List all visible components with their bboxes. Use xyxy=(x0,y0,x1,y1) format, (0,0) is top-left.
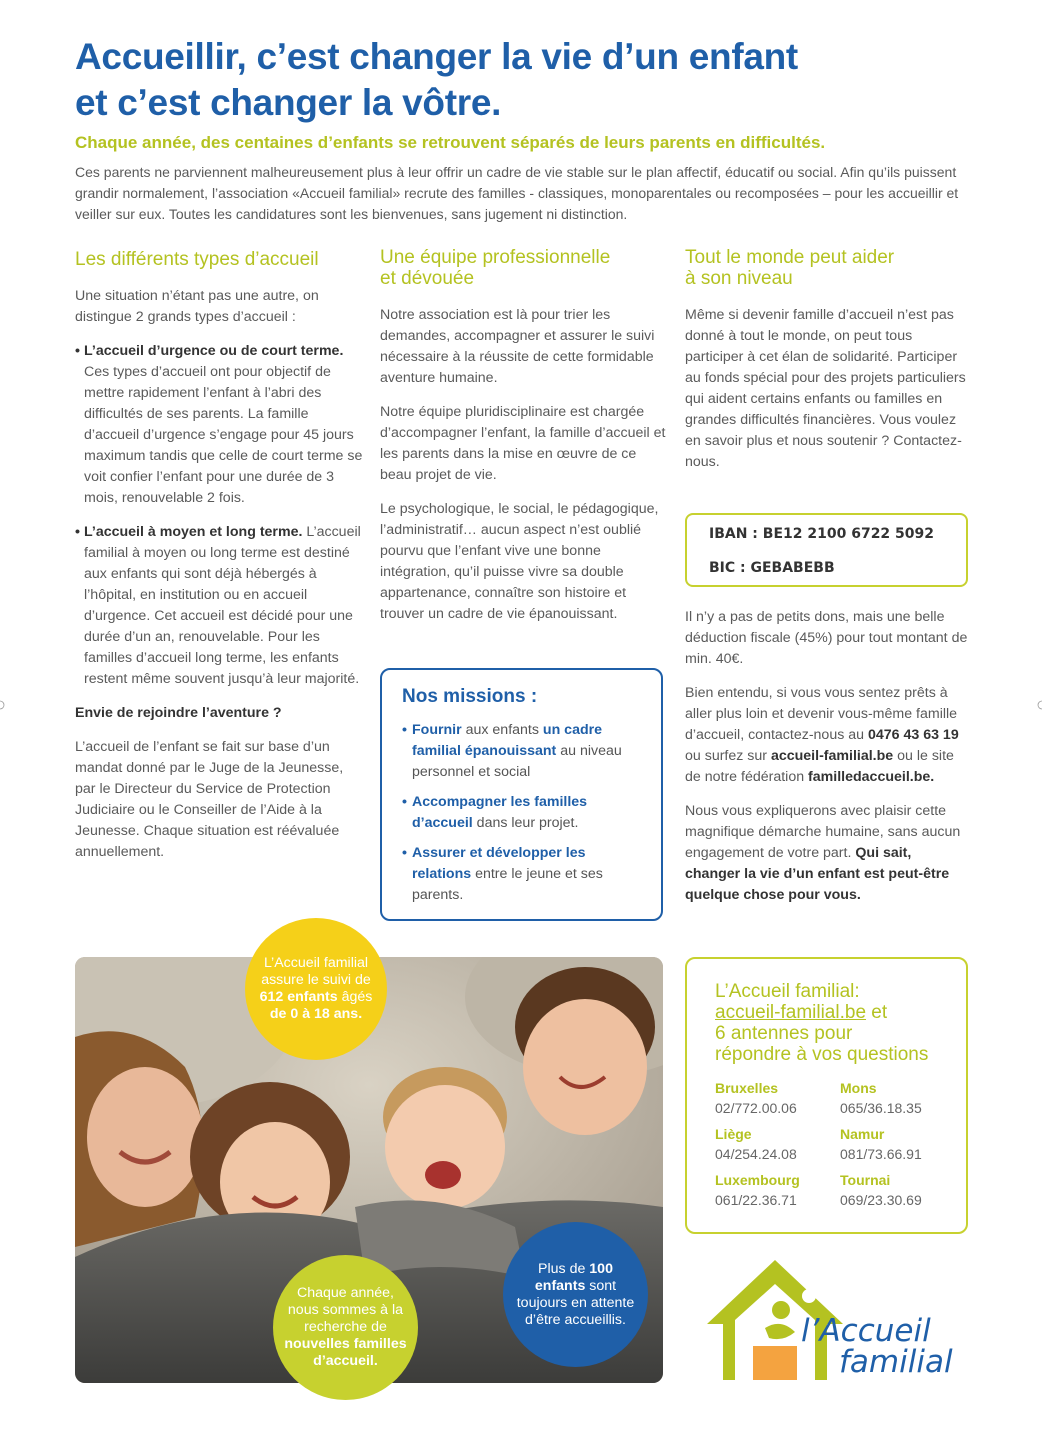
col3-p3-a: Bien entendu, si vous vous sentez prêts à aller plus loin et devenir vous-même famille d’accueil, contactez-nous au xyxy=(685,685,958,743)
logo-wordmark xyxy=(801,1313,953,1380)
accueil-familial-logo xyxy=(705,1258,965,1388)
federation-link[interactable]: familledaccueil.be. xyxy=(808,769,935,785)
col3-heading-line-1: Tout le monde peut aider xyxy=(685,247,895,268)
bubble-blue-c: sont toujours en attente d’être accueillis. xyxy=(516,1277,635,1328)
missions-box xyxy=(380,668,663,921)
col3-p1: Même si devenir famille d’accueil n’est pas donné à tout le monde, on peut tous participer à cet élan de solidarité. Participer au fonds spécial pour des projets particuliers qui aident certains enfants ou familles en grandes difficultés financières. Vous voulez en savoir plus et nous soutenir ? Contactez-nous. xyxy=(685,307,966,470)
antenne-tournai xyxy=(840,1171,950,1211)
antenne-mons xyxy=(840,1079,950,1119)
contact-heading-1: L’Accueil familial: xyxy=(715,981,860,1002)
column-equipe xyxy=(380,247,670,638)
contact-heading-2: et xyxy=(866,1002,888,1023)
col3-heading xyxy=(685,247,970,289)
col3-p4 xyxy=(685,801,970,906)
col2-p1: Notre association est là pour trier les demandes, accompagner et assurer le suivi nécessaire à la réussite de cette formidable aventure humaine. xyxy=(380,307,655,386)
col3-p4-bold: Qui sait, changer la vie d’un enfant est peut-être quelque chose pour vous. xyxy=(685,845,950,903)
bullet-long-terme-text: L’accueil familial à moyen ou long terme est destiné aux enfants qui sont déjà hébergés à l’hôpital, en institution ou en accueil d’urgence. Cet accueil est décidé pour une durée d’un an, renouvelable. Pour les familles d’accueil long terme, les enfants restent même souvent jusqu’à leur majorité. xyxy=(84,524,361,687)
column-aider-bottom xyxy=(685,607,970,919)
bubble-yellow-c: âgés xyxy=(337,989,373,1005)
antenne-city: Liège xyxy=(715,1126,752,1142)
missions-title: Nos missions : xyxy=(402,686,538,707)
bullet-urgence-title: L’accueil d’urgence ou de court terme. xyxy=(84,343,344,359)
bullet-urgence-text: Ces types d’accueil ont pour objectif de mettre rapidement l’enfant à l’abri des difficultés de ses parents. La famille d’accueil d’urgence s’engage pour 45 jours maximum tandis que celle de court terme se voit confier l’enfant pour une durée de 3 mois, renouvelable 2 fois. xyxy=(84,364,363,506)
column-aider xyxy=(685,247,970,486)
mission-fournir-a: Fournir xyxy=(412,722,462,738)
crop-mark-left xyxy=(0,700,10,710)
subtitle: Chaque année, des centaines d’enfants se retrouvent séparés de leurs parents en difficultés. xyxy=(75,133,826,152)
antenne-luxembourg xyxy=(715,1171,840,1211)
contact-heading xyxy=(715,981,938,1065)
antenne-liege xyxy=(715,1125,840,1165)
contact-phone[interactable]: 0476 43 63 19 xyxy=(867,727,959,743)
bubble-blue-a: Plus de xyxy=(538,1260,590,1277)
antenne-phone[interactable]: 02/772.00.06 xyxy=(715,1100,797,1116)
bank-details-box xyxy=(685,513,968,587)
antenne-city: Bruxelles xyxy=(715,1080,779,1096)
title-line-2: et c’est changer la vôtre. xyxy=(75,82,502,123)
title-line-1: Accueillir, c’est changer la vie d’un enfant xyxy=(75,36,798,77)
contact-website-link[interactable]: accueil-familial.be xyxy=(715,1002,867,1023)
contact-heading-4: répondre à vos questions xyxy=(715,1044,929,1065)
col2-heading xyxy=(380,247,670,289)
mission-fournir-c: un cadre familial épanouissant xyxy=(412,722,603,759)
crop-mark-right xyxy=(1032,700,1042,710)
antenne-phone[interactable]: 04/254.24.08 xyxy=(715,1146,797,1162)
col2-heading-line-2: et dévouée xyxy=(380,268,475,289)
intro-paragraph: Ces parents ne parviennent malheureusement plus à leur offrir un cadre de vie stable sur le plan affectif, éducatif ou social. Afin qu’ils puissent grandir normalement, l’association «Accueil familial» recrute des familles - classiques, monoparentales ou recomposées – pour les accueillir et veiller sur eux. Toutes les candidatures sont les bienvenues, sans jugement ni distinction. xyxy=(75,164,959,222)
bubble-green-a: Chaque année, nous sommes à la recherche de xyxy=(287,1285,404,1335)
bubble-nouvelles-familles xyxy=(273,1255,418,1400)
antenne-phone[interactable]: 069/23.30.69 xyxy=(840,1192,922,1208)
antenne-phone[interactable]: 065/36.18.35 xyxy=(840,1100,922,1116)
col2-p3: Le psychologique, le social, le pédagogique, l’administratif… aucun aspect n’est oublié pourvu que l’enfant vive une bonne intégration, qu’il puisse vivre sa double appartenance, connaître son histoire et trouver un cadre de vie épanouissant. xyxy=(380,501,659,622)
bubble-blue-b: 100 enfants xyxy=(534,1260,613,1294)
antenne-city: Namur xyxy=(840,1126,885,1142)
contact-heading-3: 6 antennes pour xyxy=(715,1023,853,1044)
mission-fournir xyxy=(402,720,641,783)
col3-heading-line-2: à son niveau xyxy=(685,268,793,289)
col2-p2: Notre équipe pluridisciplinaire est chargée d’accompagner l’enfant, la famille d’accueil et les parents dans la mise en œuvre de ce beau projet de vie. xyxy=(380,404,666,483)
logo-line-1: l’Accueil xyxy=(801,1313,931,1349)
contact-box xyxy=(685,957,968,1234)
bubble-612-enfants xyxy=(245,918,387,1060)
antennes-grid xyxy=(715,1079,938,1211)
mission-accompagner-a: Accompagner les familles d’accueil xyxy=(412,794,588,831)
col3-p3-c: ou le site de notre fédération xyxy=(685,748,954,785)
mission-assurer-b: entre le jeune et ses parents. xyxy=(412,866,603,903)
bullet-long-terme xyxy=(75,522,365,690)
bullet-urgence xyxy=(75,341,365,509)
bubble-yellow-a: L’Accueil familial assure le suivi de xyxy=(261,955,371,988)
antenne-city: Mons xyxy=(840,1080,877,1096)
col1-intro: Une situation n’étant pas une autre, on distingue 2 grands types d’accueil : xyxy=(75,288,319,325)
bubble-green-b: nouvelles familles d’accueil. xyxy=(284,1336,407,1369)
antenne-namur xyxy=(840,1125,950,1165)
column-types-accueil xyxy=(75,249,365,876)
col3-p2: Il n’y a pas de petits dons, mais une belle déduction fiscale (45%) pour tout montant de min. 40€. xyxy=(685,609,968,667)
mission-accompagner xyxy=(402,792,641,834)
antenne-phone[interactable]: 061/22.36.71 xyxy=(715,1192,797,1208)
logo-line-2: familial xyxy=(839,1344,953,1380)
col3-p3-b: ou surfez sur xyxy=(685,748,771,764)
bubble-yellow-b: 612 enfants xyxy=(259,989,338,1005)
antenne-phone[interactable]: 081/73.66.91 xyxy=(840,1146,922,1162)
mission-fournir-d: au niveau personnel et social xyxy=(412,743,622,780)
iban: IBAN : BE12 2100 6722 5092 xyxy=(709,526,935,542)
bic: BIC : GEBABEBB xyxy=(709,560,835,576)
col1-subheading: Envie de rejoindre l’aventure ? xyxy=(75,705,282,721)
mission-assurer-a: Assurer et développer les relations xyxy=(412,845,586,882)
col1-mandat: L’accueil de l’enfant se fait sur base d’un mandat donné par le Juge de la Jeunesse, par le Directeur du Service de Protection Judiciaire ou le Conseiller de l’Aide à la Jeunesse. Chaque situation est réévaluée annuellement. xyxy=(75,739,344,860)
antenne-city: Luxembourg xyxy=(715,1172,800,1188)
bullet-long-terme-title: L’accueil à moyen et long terme. xyxy=(84,524,303,540)
mission-fournir-b: aux enfants xyxy=(461,722,543,738)
col1-heading: Les différents types d’accueil xyxy=(75,249,319,270)
mission-assurer xyxy=(402,843,641,906)
bubble-100-enfants xyxy=(503,1222,648,1367)
mission-accompagner-b: dans leur projet. xyxy=(472,815,579,831)
col3-p3 xyxy=(685,683,970,788)
antenne-bruxelles xyxy=(715,1079,840,1119)
bubble-yellow-d: de 0 à 18 ans. xyxy=(269,1006,363,1022)
antenne-city: Tournai xyxy=(840,1172,891,1188)
website-link[interactable]: accueil-familial.be xyxy=(770,748,894,764)
page-title xyxy=(75,34,975,126)
col3-p4-text: Nous vous expliquerons avec plaisir cette magnifique démarche humaine, sans aucun engagement de votre part. xyxy=(685,803,961,861)
col2-heading-line-1: Une équipe professionnelle xyxy=(380,247,611,268)
